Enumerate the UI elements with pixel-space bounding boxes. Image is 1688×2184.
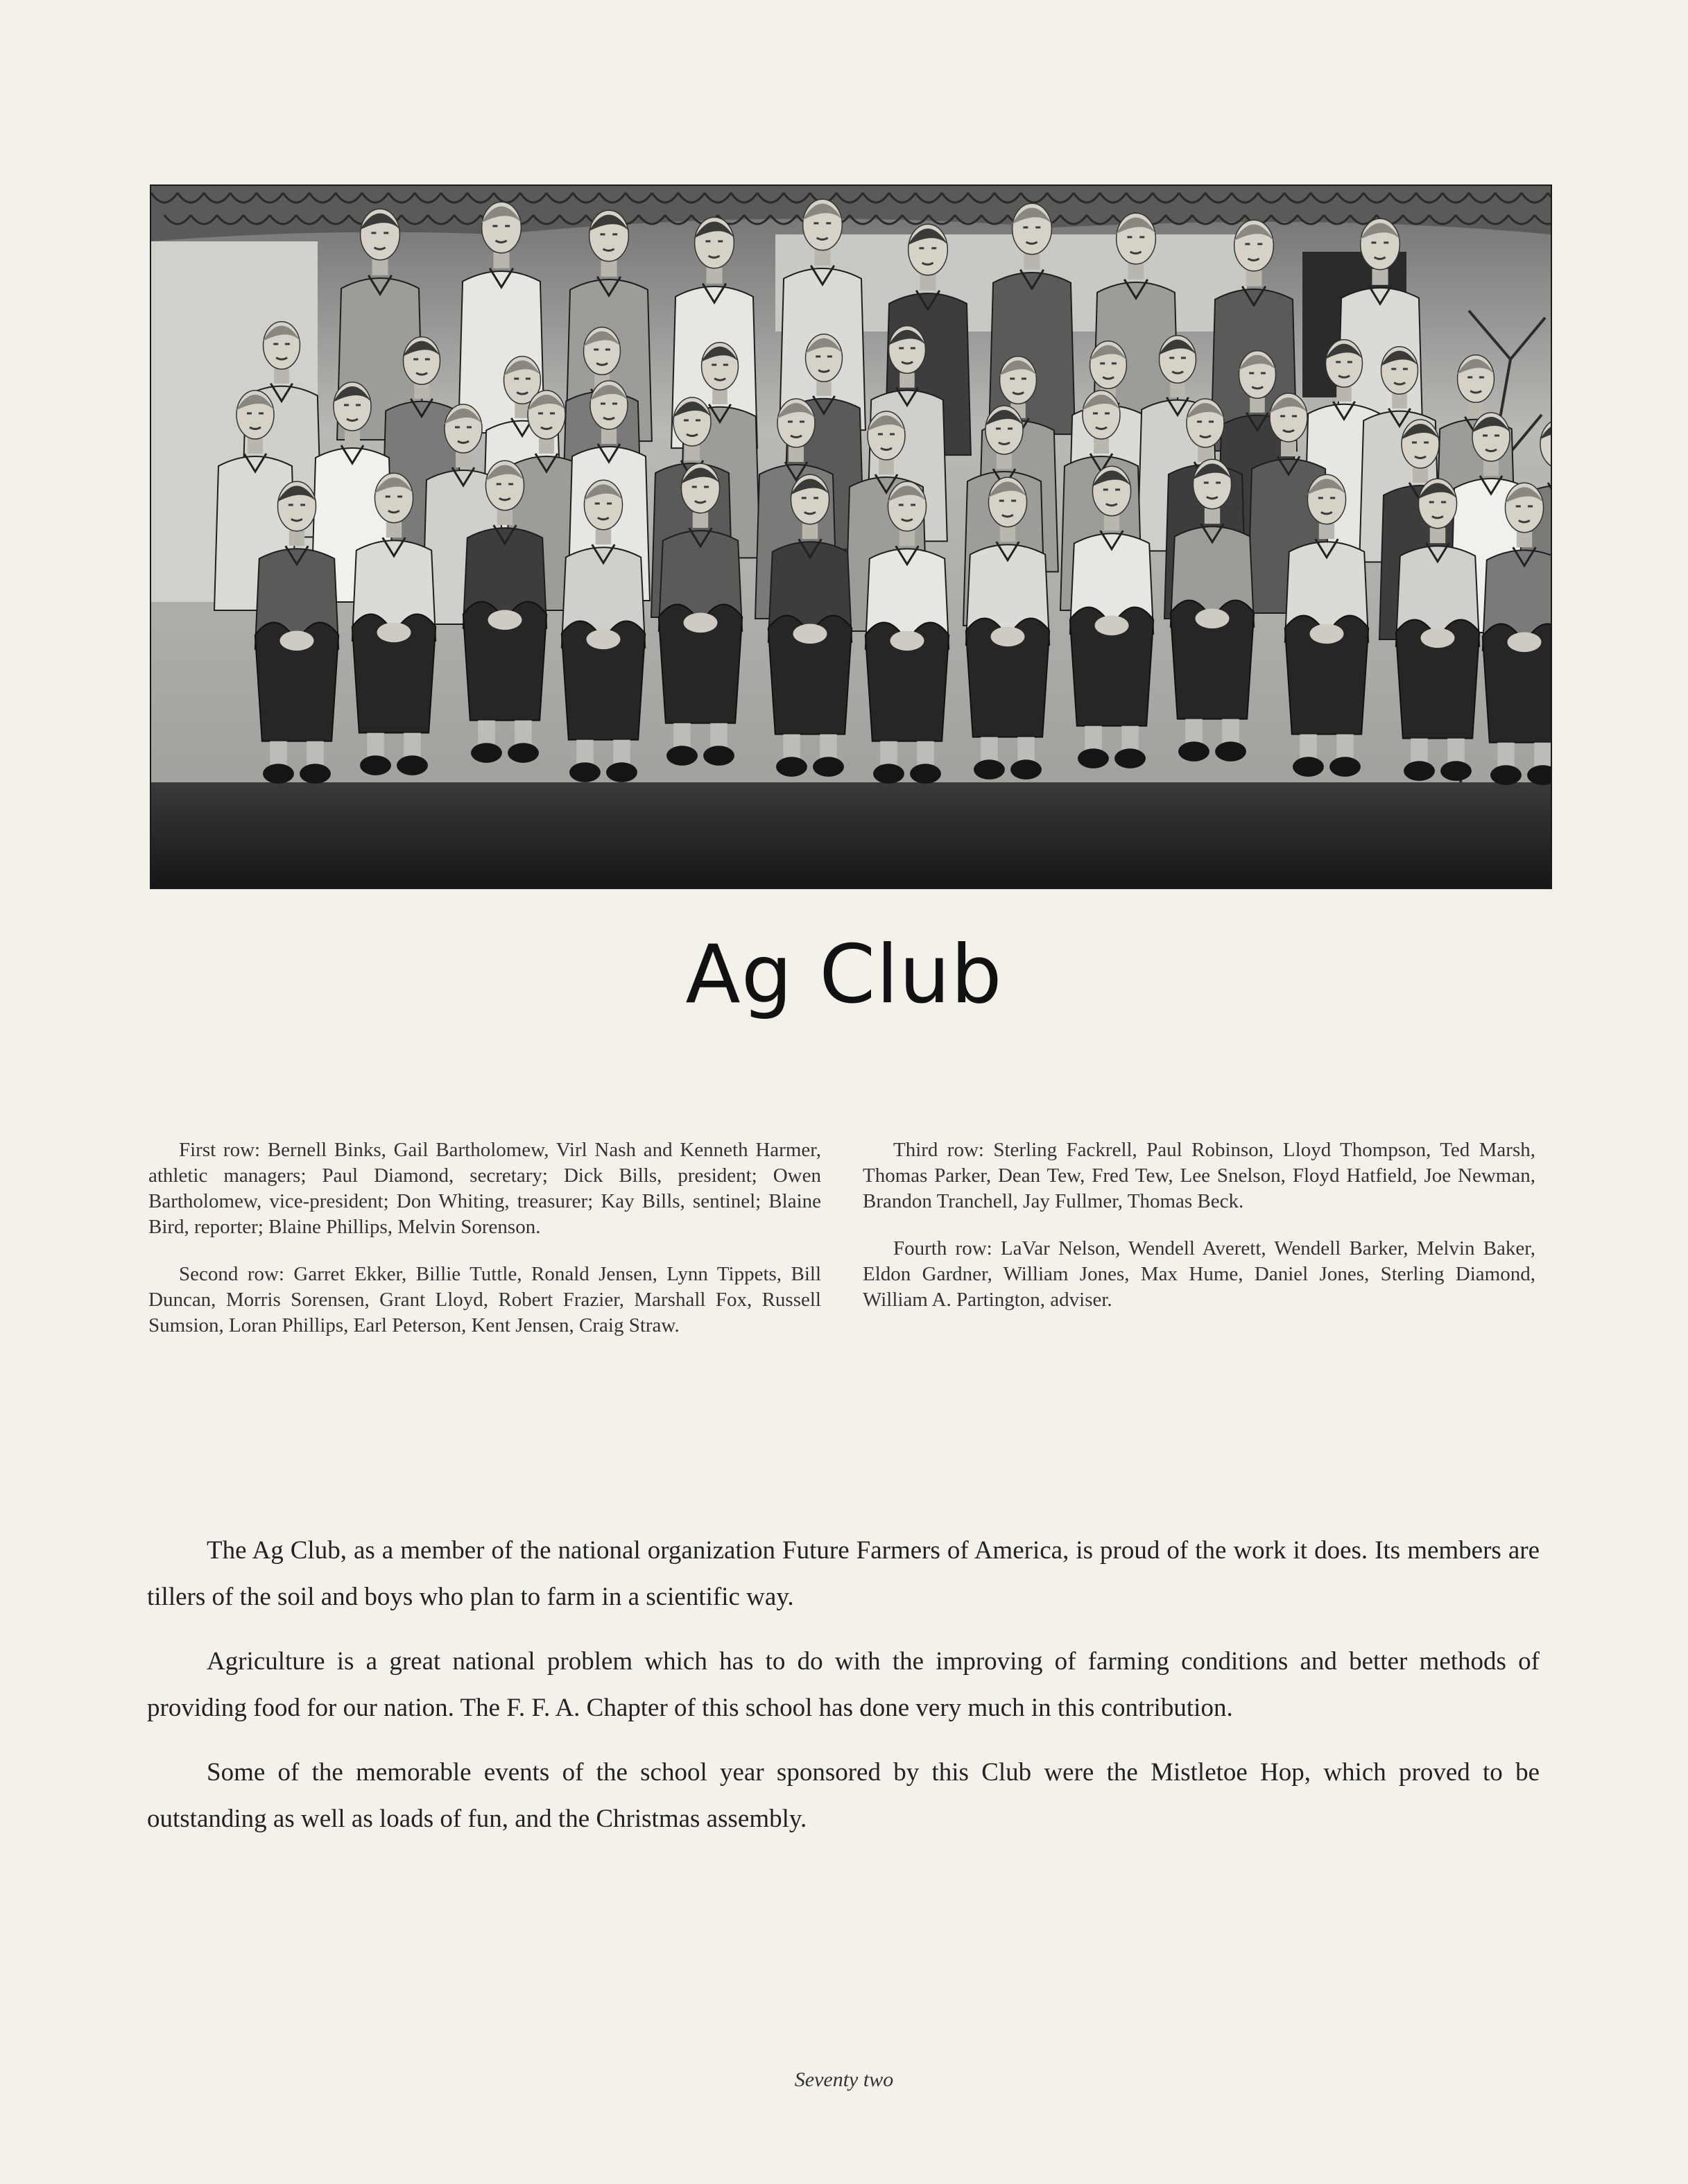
caption-fourth-row: Fourth row: LaVar Nelson, Wendell Averett, Wendell Barker, Melvin Baker, Eldon Gardner, William Jones, Max Hume, Daniel Jones, Sterling Diamond, William A. Partington, adviser. <box>863 1237 1535 1311</box>
article-body <box>147 1527 1540 1860</box>
caption-right-column <box>863 1137 1535 1334</box>
page-title: Ag Club <box>685 928 1003 1022</box>
caption-first-row: First row: Bernell Binks, Gail Bartholomew, Virl Nash and Kenneth Harmer, athletic managers; Paul Diamond, secretary; Dick Bills, president; Owen Bartholomew, vice-president; Don Whiting, treasurer; Kay Bills, sentinel; Blaine Bird, reporter; Blaine Phillips, Melvin Sorenson. <box>148 1139 821 1238</box>
caption-second-row: Second row: Garret Ekker, Billie Tuttle, Ronald Jensen, Lynn Tippets, Bill Duncan, Morris Sorensen, Grant Lloyd, Robert Frazier, Marshall Fox, Russell Sumsion, Loran Phillips, Earl Peterson, Kent Jensen, Craig Straw. <box>148 1263 821 1336</box>
caption-third-row: Third row: Sterling Fackrell, Paul Robinson, Lloyd Thompson, Ted Marsh, Thomas Parker, Dean Tew, Fred Tew, Lee Snelson, Floyd Hatfield, Joe Newman, Brandon Tranchell, Jay Fullmer, Thomas Beck. <box>863 1139 1535 1212</box>
body-paragraph-3: Some of the memorable events of the school year sponsored by this Club were the Mistletoe Hop, which proved to be outstanding as well as loads of fun, and the Christmas assembly. <box>147 1758 1540 1833</box>
caption-left-column <box>148 1137 821 1360</box>
body-paragraph-2: Agriculture is a great national problem which has to do with the improving of farming conditions and better methods of providing food for our nation. The F. F. A. Chapter of this school has done very much in this contribution. <box>147 1647 1540 1722</box>
group-photo <box>150 184 1552 889</box>
page-number: Seventy two <box>794 2068 894 2091</box>
body-paragraph-1: The Ag Club, as a member of the national organization Future Farmers of America, is proud of the work it does. Its members are tillers of the soil and boys who plan to farm in a scientific way. <box>147 1536 1540 1611</box>
